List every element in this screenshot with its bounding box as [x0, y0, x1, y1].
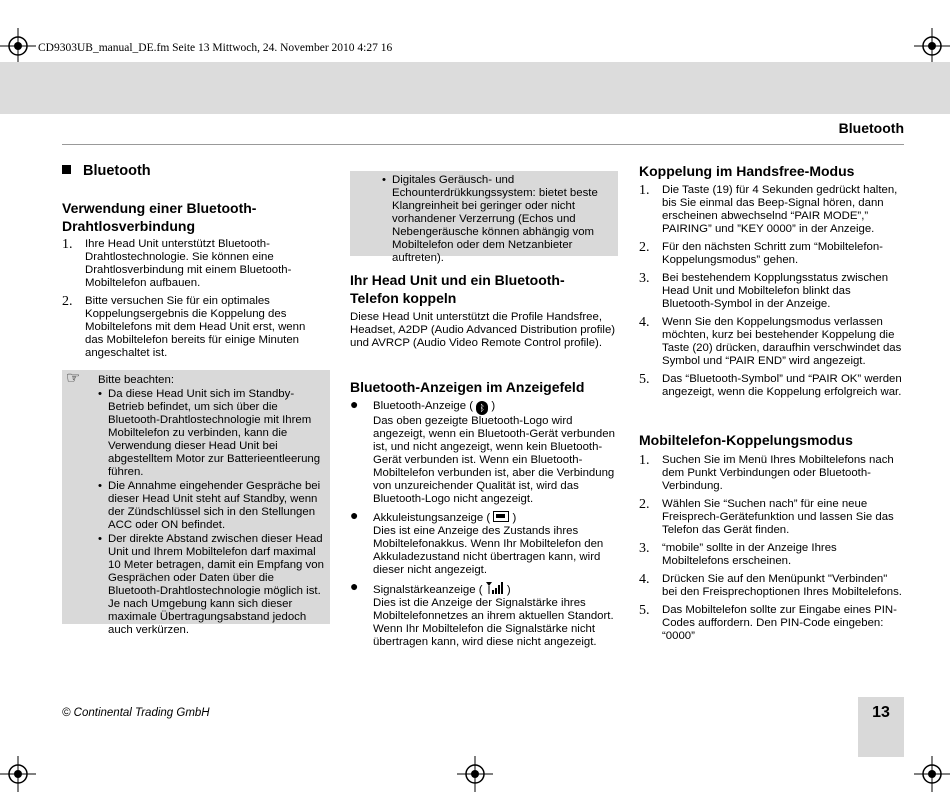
note-box	[62, 370, 330, 636]
heading-handsfree: Koppelung im Handsfree-Modus	[639, 163, 855, 179]
registration-mark-bottom-right	[914, 756, 950, 792]
list-item: ● Akkuleistungsanzeige ( ) Dies ist eine Anzeige des Zustands ihres Mobiltelefonakkus. Wenn Ihr Mobiltelefon den Akkuladezustand nicht übertragen kann, wird dieser nicht angezeigt.	[350, 507, 604, 576]
list-item: 2. Bitte versuchen Sie für ein optimales Koppelungsergebnis die Koppelung des Mobiltelefons mit dem Head Unit erst, wenn das Mobiltelefon bereits für einige Minuten angeschaltet ist.	[62, 294, 306, 359]
indicator-list	[350, 396, 618, 654]
header-band	[0, 62, 950, 114]
mobile-list	[639, 454, 904, 648]
pointing-hand-icon: ☞	[66, 370, 81, 387]
list-item: 1. Suchen Sie im Menü Ihres Mobiltelefons nach dem Punkt Verbindungen oder Bluetooth-Verbindung.	[639, 453, 894, 492]
bluetooth-icon: ᛒ	[476, 401, 488, 415]
copyright: © Continental Trading GmbH	[62, 707, 210, 719]
pairing-paragraph: Diese Head Unit unterstützt die Profile Handsfree, Headset, A2DP (Audio Advanced Distribution profile) und AVRCP (Audio Video Remote Control profile).	[350, 311, 616, 349]
bullet-dot: ●	[350, 578, 359, 594]
list-item: ● Bluetooth-Anzeige ( ᛒ ) Das oben gezeigte Bluetooth-Logo wird angezeigt, wenn ein Bluetooth-Gerät verbunden ist, und nicht angezeigt, wenn kein Bluetooth-Gerät verbunden ist. Wenn ein Bluetooth-Mobiltelefon verbunden ist, aber die Verbindung von unzureichender Qualität ist, wird das Bluetooth-Logo nicht angezeigt.	[350, 396, 615, 505]
chapter-title: Bluetooth	[62, 163, 151, 179]
list-item: 5. Das “Bluetooth-Symbol” und “PAIR OK” werden angezeigt, wenn die Koppelung erfolgreich war.	[639, 372, 902, 398]
list-item: 1. Ihre Head Unit unterstützt Bluetooth-Drahtlostechnologie. Sie können eine Drahtlosverbindung mit einem Bluetooth-Mobiltelefon aufbauen.	[62, 237, 292, 289]
bullet-dot: ●	[350, 396, 359, 412]
page-number: 13	[872, 704, 890, 721]
bullet-dot: ●	[350, 507, 359, 523]
list-item: 3. Bei bestehendem Kopplungsstatus zwischen Head Unit und Mobiltelefon blinkt das Bluetooth-Symbol in der Anzeige.	[639, 271, 889, 310]
registration-mark-bottom-left	[0, 756, 36, 792]
col1-list	[62, 238, 326, 365]
list-item: 2. Für den nächsten Schritt zum “Mobiltelefon-Koppelungsmodus” gehen.	[639, 240, 883, 266]
note-bullet: • Da diese Head Unit sich im Standby-Betrieb befindet, um sich über die Bluetooth-Drahtlostechnologie mit Ihrem Mobiltelefon zu verbinden, kann die Verwendung dieser Head Unit bei abgestelltem Motor zur Batterieentleerung führen.	[98, 388, 324, 479]
section-title: Bluetooth	[838, 120, 904, 136]
note-list	[98, 388, 324, 638]
header-rule	[62, 144, 904, 145]
registration-mark-bottom-center	[457, 756, 493, 792]
note-bullet: • Der direkte Abstand zwischen dieser Head Unit und Ihrem Mobiltelefon darf maximal 10 Meter betragen, damit ein Empfang von Gesprächen oder Daten über die Bluetooth-Drahtlostechnologie möglich ist. Je nach Umgebung kann sich dieser maximale Übertragungsabstand jedoch auch verkürzen.	[98, 533, 324, 637]
list-item: 3. “mobile” sollte in der Anzeige Ihres Mobiltelefons erscheinen.	[639, 541, 837, 567]
list-item: 1. Die Taste (19) für 4 Sekunden gedrückt halten, bis Sie einmal das Beep-Signal hören, dann erscheinen abwechselnd “PAIR MODE”,” PAIRING” und ”KEY 0000” in der Anzeige.	[639, 183, 898, 235]
battery-icon	[493, 511, 509, 522]
note-title: Bitte beachten:	[98, 374, 174, 386]
subtitle-wireless: Verwendung einer Bluetooth-Drahtlosverbindung	[62, 200, 257, 234]
list-item: ● Signalstärkeanzeige ( ) Dies ist die Anzeige der Signalstärke ihres Mobiltelefonnetzes an ihrem aktuellen Standort. Wenn Ihr Mobiltelefon die Signalstärke nicht übertragen kann, wird diese nicht angezeigt.	[350, 578, 614, 648]
square-bullet-icon	[62, 165, 71, 174]
heading-pairing: Ihr Head Unit und ein Bluetooth-Telefon koppeln	[350, 272, 565, 306]
signal-strength-icon	[486, 582, 504, 594]
list-item: 2. Wählen Sie “Suchen nach” für eine neue Freisprech-Gerätefunktion und lassen Sie das Telefon das Gerät finden.	[639, 497, 894, 536]
note-bullet: • Die Annahme eingehender Gespräche bei dieser Head Unit steht auf Standby, wenn der Zündschlüssel sich in den Stellungen ACC oder ON befindet.	[98, 480, 324, 532]
heading-display: Bluetooth-Anzeigen im Anzeigefeld	[350, 379, 585, 395]
registration-mark-top-left	[0, 28, 36, 64]
feature-bullet: • Digitales Geräusch- und Echounterdrükkungssystem: bietet beste Klangreinheit bei geringer oder nicht vorhandener Verzerrung (Echos und Nebengeräusche können abhängig vom Mobiltelefon oder dem Netzanbieter auftreten).	[382, 174, 622, 265]
handsfree-list	[639, 184, 904, 404]
list-item: 4. Wenn Sie den Koppelungsmodus verlassen möchten, kurz bei bestehender Koppelung die Taste (20) drücken, daraufhin verschwindet das Symbol und “PAIR END” wird angezeigt.	[639, 315, 902, 367]
registration-mark-top-right	[914, 28, 950, 64]
feature-box	[350, 171, 618, 264]
file-info-line: CD9303UB_manual_DE.fm Seite 13 Mittwoch, 24. November 2010 4:27 16	[38, 42, 393, 54]
heading-mobile: Mobiltelefon-Koppelungsmodus	[639, 432, 853, 448]
list-item: 4. Drücken Sie auf den Menüpunkt "Verbinden" bei den Freisprechoptionen Ihres Mobiltelefons.	[639, 572, 902, 598]
list-item: 5. Das Mobiltelefon sollte zur Eingabe eines PIN-Codes auffordern. Den PIN-Code eingeben: “0000”	[639, 603, 897, 642]
page-number-box	[858, 697, 904, 757]
